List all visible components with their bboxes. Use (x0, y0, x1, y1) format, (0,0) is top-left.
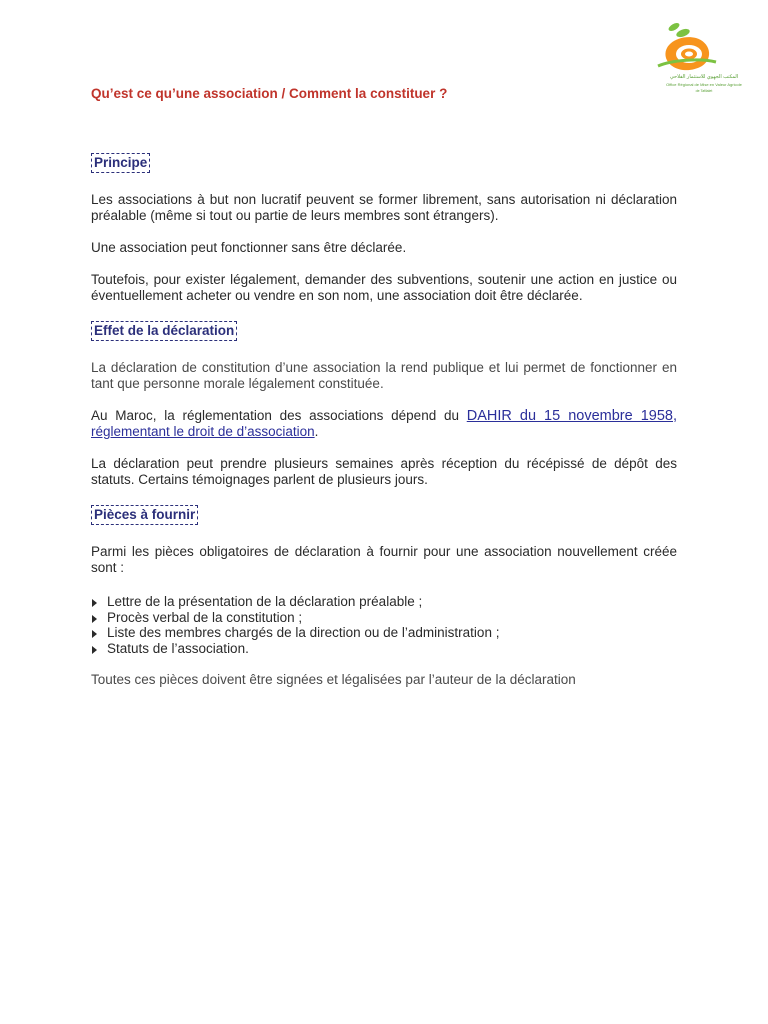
dahir-link-continued[interactable]: réglementant le droit de d’association (91, 424, 315, 439)
list-item: Liste des membres chargés de la direction ou de l’administration ; (91, 625, 677, 641)
document-body (91, 86, 677, 688)
bullet-triangle-icon (92, 646, 97, 654)
list-item: Statuts de l’association. (91, 641, 677, 657)
paragraph: Toutefois, pour exister légalement, demander des subventions, soutenir une action en justice ou éventuellement acheter ou vendre en son nom, une association doit être déclarée. (91, 272, 677, 303)
required-documents-list (91, 594, 677, 656)
paragraph-dahir (91, 408, 677, 440)
paragraph: Les associations à but non lucratif peuvent se former librement, sans autorisation ni déclaration préalable (même si tout ou partie de leurs membres sont étrangers). (91, 192, 677, 223)
paragraph: La déclaration de constitution d’une association la rend publique et lui permet de fonctionner en tant que personne morale légalement constituée. (91, 360, 677, 391)
paragraph: Parmi les pièces obligatoires de déclaration à fournir pour une association nouvellement créée sont : (91, 544, 677, 575)
paragraph: Une association peut fonctionner sans être déclarée. (91, 240, 407, 255)
paragraph: La déclaration peut prendre plusieurs semaines après réception du récépissé de dépôt des statuts. Certains témoignages parlent de plusieurs jours. (91, 456, 677, 487)
section-heading-effet: Effet de la déclaration (91, 321, 237, 341)
orange-fruit-icon (652, 20, 756, 74)
paragraph-text: . (314, 424, 319, 439)
section-heading-pieces: Pièces à fournir (91, 505, 198, 525)
page-title: Qu’est ce qu’une association / Comment la constituer ? (91, 86, 448, 101)
logo-sub-text: de Tafilalet (695, 89, 713, 93)
bullet-triangle-icon (92, 599, 97, 607)
paragraph-text: Au Maroc, la réglementation des associations dépend du (91, 408, 467, 423)
section-heading-principe: Principe (91, 153, 150, 173)
logo-arabic-text: المكتب الجهوي للاستثمار الفلاحي (669, 74, 739, 80)
bullet-triangle-icon (92, 615, 97, 623)
logo-french-text: Office Régional de Mise en Valeur Agricole (666, 82, 742, 87)
list-item: Procès verbal de la constitution ; (91, 610, 677, 626)
closing-paragraph: Toutes ces pièces doivent être signées et légalisées par l’auteur de la déclaration (91, 672, 576, 687)
list-item: Lettre de la présentation de la déclaration préalable ; (91, 594, 677, 610)
dahir-link[interactable]: DAHIR du 15 novembre 1958, (466, 408, 677, 424)
bullet-triangle-icon (92, 630, 97, 638)
